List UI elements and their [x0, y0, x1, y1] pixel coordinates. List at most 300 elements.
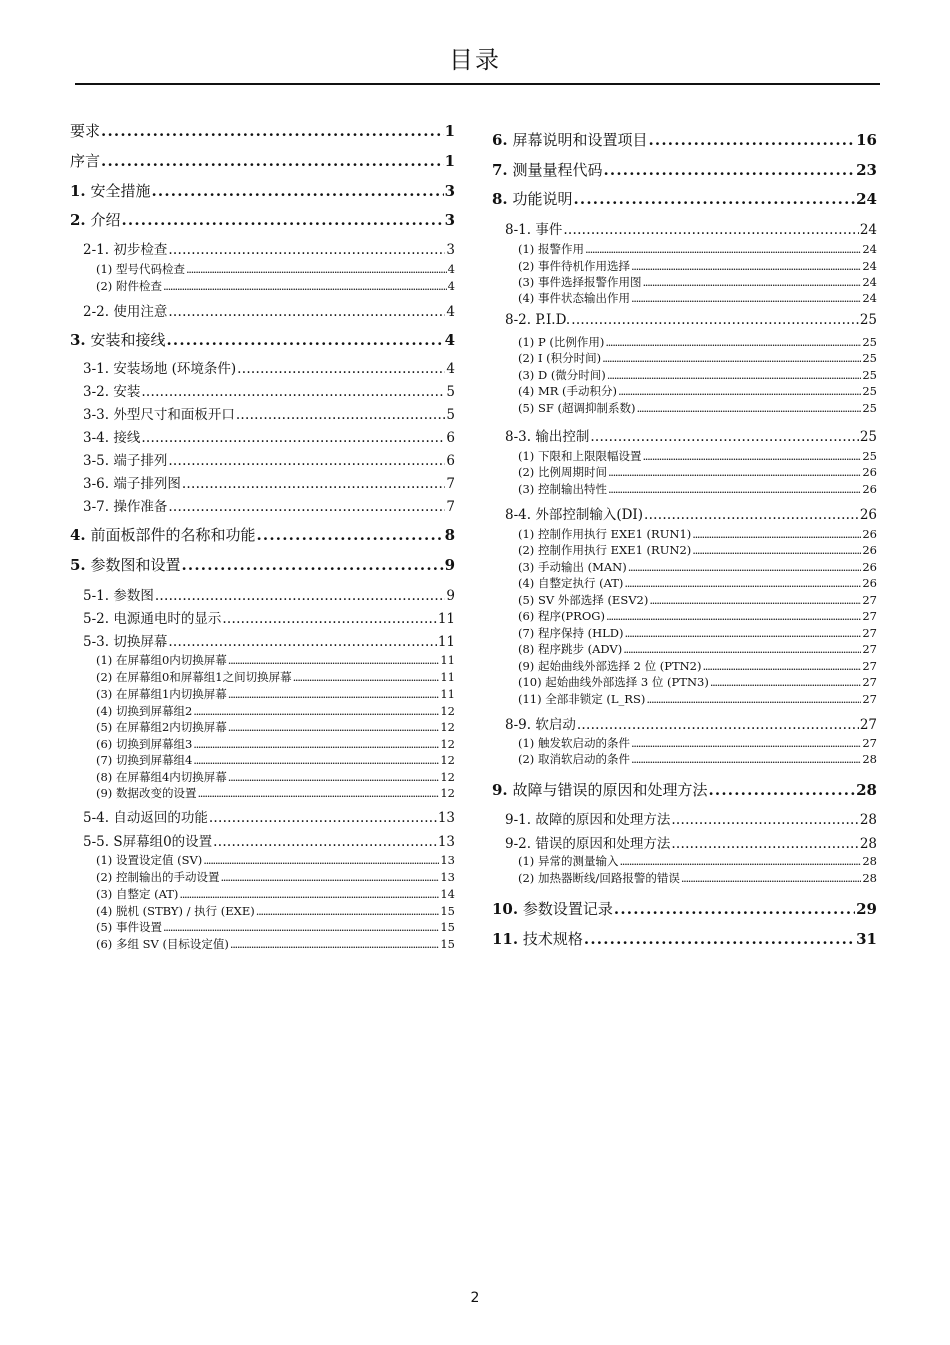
toc-entry-text: (8) 程序跳步 (ADV) [518, 642, 623, 656]
toc-entry-page: 25 [862, 384, 877, 398]
dot-leader [101, 122, 444, 140]
toc-entry[interactable] [518, 575, 877, 591]
toc-entry-text: (1) 型号代码检查 [96, 262, 185, 276]
toc-entry[interactable] [505, 218, 877, 238]
toc-entry-text: 5-5. S屏幕组0的设置 [83, 834, 213, 850]
toc-entry[interactable] [96, 669, 455, 685]
toc-entry[interactable] [83, 630, 455, 650]
dot-leader [584, 930, 855, 948]
dot-leader [101, 152, 444, 170]
toc-entry-page: 27 [862, 675, 877, 689]
toc-entry[interactable] [83, 495, 455, 515]
toc-entry-text: 8-3. 输出控制 [505, 429, 590, 445]
toc-entry[interactable] [505, 713, 877, 733]
toc-entry-text: 8-1. 事件 [505, 222, 563, 238]
toc-entry[interactable] [518, 383, 877, 399]
dot-leader [619, 854, 861, 868]
toc-entry-text: 8-9. 软启动 [505, 717, 576, 733]
dot-leader [603, 161, 855, 179]
toc-entry[interactable] [518, 625, 877, 641]
dot-leader [563, 222, 858, 238]
toc-entry[interactable] [518, 400, 877, 416]
dot-leader [624, 626, 861, 640]
dot-leader [631, 752, 861, 766]
toc-entry-page: 26 [859, 507, 877, 523]
toc-entry-page: 3 [444, 182, 455, 200]
dot-leader [163, 920, 439, 934]
toc-entry-page: 12 [440, 737, 455, 751]
toc-entry[interactable] [518, 241, 877, 257]
dot-leader [590, 429, 858, 445]
dot-leader [230, 937, 439, 951]
dot-leader [236, 407, 446, 423]
toc-entry-page: 28 [862, 854, 877, 868]
toc-entry[interactable] [96, 652, 455, 668]
page-title: 目录 [449, 46, 501, 74]
dot-leader [203, 853, 439, 867]
toc-entry-page: 24 [862, 291, 877, 305]
toc-entry[interactable] [83, 449, 455, 469]
toc-entry-number: 5. [70, 556, 86, 574]
toc-entry[interactable] [505, 312, 877, 328]
toc-entry[interactable] [83, 238, 455, 258]
toc-entry-text: 前面板部件的名称和功能 [85, 526, 256, 544]
toc-entry-title [83, 449, 167, 469]
toc-entry[interactable] [518, 559, 877, 575]
dot-leader [168, 634, 436, 650]
toc-entry-text: (1) 报警作用 [518, 242, 584, 256]
toc-entry[interactable] [70, 554, 455, 575]
toc-entry[interactable] [96, 769, 455, 785]
toc-entry[interactable] [518, 592, 877, 608]
toc-entry-text: 功能说明 [507, 190, 573, 208]
toc-entry-title [492, 779, 707, 800]
toc-entry-text: (2) 控制作用执行 EXE1 (RUN2) [518, 543, 692, 557]
dot-leader [671, 836, 858, 852]
toc-entry[interactable] [518, 290, 877, 306]
toc-entry-title [505, 312, 570, 328]
toc-entry[interactable] [96, 886, 455, 902]
toc-entry[interactable] [96, 852, 455, 868]
dot-leader [213, 834, 437, 850]
toc-entry[interactable] [492, 129, 877, 150]
toc-entry-text: 要求 [70, 122, 101, 140]
dot-leader [585, 242, 861, 256]
toc-entry[interactable] [492, 779, 877, 800]
toc-entry-title [83, 472, 181, 492]
toc-entry-page: 31 [856, 930, 877, 948]
toc-entry-text: (4) 自整定执行 (AT) [518, 576, 624, 590]
toc-entry[interactable] [518, 751, 877, 767]
dot-leader [642, 275, 861, 289]
toc-entry-text: (7) 程序保持 (HLD) [518, 626, 624, 640]
toc-entry[interactable] [492, 898, 877, 919]
toc-entry-title [492, 928, 583, 949]
toc-entry-page: 25 [862, 335, 877, 349]
toc-entry[interactable] [518, 542, 877, 558]
dot-leader [121, 211, 443, 229]
toc-entry[interactable] [505, 425, 877, 445]
toc-entry-title [70, 524, 255, 545]
dot-leader [182, 476, 446, 492]
dot-leader [193, 753, 439, 767]
toc-entry[interactable] [70, 120, 455, 141]
toc-entry[interactable] [96, 703, 455, 719]
toc-entry-text: 3-6. 端子排列图 [83, 476, 181, 492]
dot-leader [631, 259, 861, 273]
dot-leader [605, 335, 861, 349]
toc-entry-title [518, 592, 648, 608]
toc-entry-page: 24 [862, 275, 877, 289]
toc-entry-text: 屏幕说明和设置项目 [507, 131, 648, 149]
toc-entry-page: 28 [862, 871, 877, 885]
toc-entry-text: 9-1. 故障的原因和处理方法 [505, 812, 671, 828]
toc-entry[interactable] [83, 380, 455, 400]
toc-entry-title [83, 380, 140, 400]
toc-entry-title [96, 703, 192, 719]
toc-entry-page: 27 [862, 736, 877, 750]
dot-leader [692, 543, 861, 557]
toc-entry[interactable] [96, 936, 455, 952]
toc-entry-page: 11 [437, 634, 455, 650]
dot-leader [606, 609, 861, 623]
toc-entry-number: 7. [492, 161, 508, 179]
toc-entry-text: 参数图和设置 [85, 556, 181, 574]
toc-entry[interactable] [505, 832, 877, 852]
toc-entry-text: 序言 [70, 152, 101, 170]
toc-entry-title [70, 150, 100, 171]
toc-entry-text: (1) 设置设定值 (SV) [96, 853, 203, 867]
toc-entry-text: (3) 控制输出特性 [518, 482, 607, 496]
toc-entry[interactable] [96, 736, 455, 752]
toc-entry-text: (3) 在屏幕组1内切换屏幕 [96, 687, 227, 701]
toc-entry-page: 12 [440, 753, 455, 767]
toc-entry-number: 8. [492, 190, 508, 208]
toc-entry-page: 27 [862, 642, 877, 656]
toc-entry-title [96, 785, 196, 801]
toc-entry-text: (2) 附件检查 [96, 279, 162, 293]
toc-entry-page: 27 [862, 593, 877, 607]
toc-entry-text: 参数设置记录 [518, 900, 613, 918]
toc-entry-text: 测量量程代码 [507, 161, 603, 179]
toc-entry-text: 5-4. 自动返回的功能 [83, 810, 208, 826]
toc-entry[interactable] [518, 608, 877, 624]
toc-entry-page: 6 [446, 430, 455, 446]
toc-entry[interactable] [518, 853, 877, 869]
toc-entry[interactable] [505, 503, 877, 523]
toc-entry-title [518, 334, 604, 350]
toc-entry[interactable] [96, 261, 455, 277]
toc-entry-title [70, 180, 150, 201]
toc-entry-title [83, 495, 167, 515]
toc-entry-page: 24 [859, 222, 877, 238]
toc-entry-text: (4) MR (手动积分) [518, 384, 618, 398]
toc-entry-title [505, 425, 589, 445]
toc-entry-page: 8 [444, 526, 455, 544]
toc-entry-page: 9 [444, 556, 455, 574]
toc-entry-text: (11) 全部非锁定 (L_RS) [518, 692, 646, 706]
toc-entry-title [83, 426, 140, 446]
toc-entry-title [518, 350, 601, 366]
toc-entry-title [83, 806, 208, 826]
toc-entry[interactable] [70, 150, 455, 171]
dot-leader [209, 810, 437, 826]
toc-entry-page: 11 [440, 687, 455, 701]
toc-entry-title [96, 769, 227, 785]
toc-entry-text: 3-1. 安装场地 (环境条件) [83, 361, 237, 377]
toc-entry[interactable] [518, 464, 877, 480]
toc-entry[interactable] [96, 785, 455, 801]
dot-leader [692, 527, 861, 541]
toc-entry-page: 28 [862, 752, 877, 766]
toc-entry-title [83, 830, 212, 850]
toc-entry-text: (9) 数据改变的设置 [96, 786, 197, 800]
toc-entry[interactable] [96, 919, 455, 935]
toc-entry-title [96, 919, 162, 935]
toc-entry-page: 29 [856, 900, 877, 918]
toc-entry-page: 26 [862, 482, 877, 496]
toc-entry-page: 26 [862, 465, 877, 479]
toc-entry-title [70, 209, 120, 230]
toc-entry[interactable] [83, 584, 455, 604]
toc-entry-text: (2) I (积分时间) [518, 351, 602, 365]
toc-entry-page: 13 [437, 834, 455, 850]
dot-leader [168, 499, 445, 515]
dot-leader [256, 526, 443, 544]
toc-entry-page: 12 [440, 704, 455, 718]
toc-entry-text: 8-4. 外部控制输入(DI) [505, 507, 644, 523]
toc-entry-text: 9-2. 错误的原因和处理方法 [505, 836, 671, 852]
toc-entry[interactable] [96, 869, 455, 885]
dot-leader [577, 717, 859, 733]
toc-entry-page: 25 [862, 401, 877, 415]
toc-entry[interactable] [505, 808, 877, 828]
toc-entry-text: (1) 控制作用执行 EXE1 (RUN1) [518, 527, 692, 541]
toc-entry-title [518, 448, 641, 464]
toc-entry-page: 12 [440, 786, 455, 800]
toc-entry-page: 28 [859, 812, 877, 828]
toc-entry[interactable] [70, 180, 455, 201]
toc-entry-text: (3) 事件选择报警作用图 [518, 275, 642, 289]
toc-entry[interactable] [492, 159, 877, 180]
toc-entry[interactable] [518, 334, 877, 350]
toc-entry-title [518, 658, 702, 674]
toc-entry-text: (6) 程序(PROG) [518, 609, 605, 623]
toc-entry-text: (6) 切换到屏幕组3 [96, 737, 193, 751]
toc-entry-title [83, 607, 221, 627]
dot-leader [602, 351, 861, 365]
toc-entry-page: 24 [856, 190, 877, 208]
toc-entry-text: 2-2. 使用注意 [83, 304, 168, 320]
toc-entry-page: 11 [437, 611, 455, 627]
toc-entry-title [83, 630, 167, 650]
toc-entry[interactable] [518, 367, 877, 383]
toc-entry-text: (8) 在屏幕组4内切换屏幕 [96, 770, 227, 784]
toc-entry-title [96, 852, 202, 868]
dot-leader [649, 593, 861, 607]
toc-entry-page: 11 [440, 653, 455, 667]
toc-entry-page: 13 [440, 853, 455, 867]
dot-leader [681, 871, 862, 885]
toc-entry-text: (9) 起始曲线外部选择 2 位 (PTN2) [518, 659, 702, 673]
toc-entry[interactable] [518, 526, 877, 542]
toc-entry-title [96, 752, 192, 768]
toc-entry-text: 5-1. 参数图 [83, 588, 154, 604]
toc-entry-page: 4 [447, 262, 455, 276]
toc-entry-title [518, 481, 607, 497]
toc-entry-page: 25 [862, 368, 877, 382]
toc-entry[interactable] [96, 752, 455, 768]
toc-entry-page: 28 [859, 836, 877, 852]
toc-entry-text: 3-4. 接线 [83, 430, 141, 446]
toc-entry-title [518, 290, 630, 306]
toc-entry-text: 故障与错误的原因和处理方法 [507, 781, 708, 799]
toc-entry-title [96, 261, 185, 277]
toc-entry-page: 26 [862, 560, 877, 574]
dot-leader [228, 653, 440, 667]
dot-leader [197, 786, 439, 800]
toc-entry-title [96, 686, 227, 702]
toc-entry[interactable] [96, 903, 455, 919]
toc-entry[interactable] [518, 641, 877, 657]
toc-entry[interactable] [83, 472, 455, 492]
toc-entry-title [505, 832, 670, 852]
toc-entry-page: 13 [437, 810, 455, 826]
toc-entry[interactable] [83, 830, 455, 850]
toc-entry-title [96, 886, 178, 902]
toc-entry-page: 11 [440, 670, 455, 684]
toc-entry[interactable] [518, 481, 877, 497]
toc-entry-page: 23 [856, 161, 877, 179]
toc-entry[interactable] [96, 278, 455, 294]
toc-entry-text: 3-3. 外型尺寸和面板开口 [83, 407, 235, 423]
dot-leader [623, 642, 861, 656]
dot-leader [608, 465, 861, 479]
toc-entry-page: 4 [447, 279, 455, 293]
dot-leader [624, 576, 861, 590]
toc-entry-title [83, 238, 167, 258]
toc-entry-page: 25 [859, 429, 877, 445]
toc-entry-page: 12 [440, 720, 455, 734]
toc-entry-text: (2) 在屏幕组0和屏幕组1之间切换屏幕 [96, 670, 292, 684]
dot-leader [151, 182, 443, 200]
toc-entry-title [83, 584, 154, 604]
toc-entry-page: 1 [444, 122, 455, 140]
toc-entry-page: 27 [862, 626, 877, 640]
toc-entry-page: 28 [856, 781, 877, 799]
toc-entry-number: 9. [492, 781, 508, 799]
dot-leader [168, 242, 445, 258]
toc-entry-page: 14 [440, 887, 455, 901]
toc-entry-text: (1) 触发软启动的条件 [518, 736, 630, 750]
toc-entry-title [96, 936, 229, 952]
toc-entry-title [518, 641, 622, 657]
toc-entry-text: (2) 取消软启动的条件 [518, 752, 630, 766]
toc-entry-page: 7 [446, 499, 455, 515]
toc-entry-text: 2-1. 初步检查 [83, 242, 168, 258]
toc-entry[interactable] [518, 274, 877, 290]
toc-entry[interactable] [70, 524, 455, 545]
toc-entry-title [83, 403, 235, 423]
toc-entry[interactable] [70, 329, 455, 350]
toc-entry-title [518, 608, 605, 624]
toc-entry-title [492, 898, 613, 919]
toc-entry[interactable] [83, 607, 455, 627]
toc-entry[interactable] [83, 403, 455, 423]
toc-entry[interactable] [518, 674, 877, 690]
dot-leader [181, 556, 443, 574]
toc-entry[interactable] [83, 426, 455, 446]
toc-entry[interactable] [83, 357, 455, 377]
dot-leader [168, 304, 445, 320]
toc-entry-text: 安全措施 [85, 182, 151, 200]
dot-leader [614, 900, 855, 918]
toc-entry[interactable] [70, 209, 455, 230]
toc-entry-text: 安装和接线 [85, 331, 166, 349]
toc-entry-title [83, 300, 167, 320]
toc-entry[interactable] [492, 188, 877, 209]
toc-entry[interactable] [83, 300, 455, 320]
toc-entry-text: (5) 事件设置 [96, 920, 162, 934]
toc-entry-title [70, 120, 100, 141]
toc-entry-title [505, 503, 643, 523]
dot-leader [631, 291, 861, 305]
toc-entry[interactable] [518, 691, 877, 707]
toc-entry-title [505, 808, 670, 828]
toc-entry-number: 1. [70, 182, 86, 200]
dot-leader [631, 736, 861, 750]
toc-entry-text: (3) 手动输出 (MAN) [518, 560, 627, 574]
toc-entry[interactable] [518, 448, 877, 464]
toc-entry[interactable] [518, 658, 877, 674]
toc-entry[interactable] [492, 928, 877, 949]
dot-leader [293, 670, 440, 684]
toc-entry-text: 5-3. 切换屏幕 [83, 634, 168, 650]
toc-entry-text: 介绍 [85, 211, 121, 229]
toc-entry-title [518, 258, 630, 274]
toc-entry[interactable] [518, 258, 877, 274]
toc-entry-title [518, 870, 680, 886]
toc-entry-title [96, 903, 255, 919]
toc-entry-title [96, 652, 227, 668]
toc-entry-page: 25 [859, 312, 877, 328]
toc-entry-title [518, 383, 617, 399]
toc-entry[interactable] [518, 870, 877, 886]
toc-entry-text: 3-7. 操作准备 [83, 499, 168, 515]
toc-entry[interactable] [518, 735, 877, 751]
dot-leader [646, 692, 861, 706]
toc-entry-page: 6 [446, 453, 455, 469]
toc-entry-title [518, 274, 641, 290]
toc-entry-title [518, 751, 630, 767]
dot-leader [628, 560, 862, 574]
toc-entry[interactable] [96, 719, 455, 735]
toc-entry[interactable] [83, 806, 455, 826]
toc-entry-title [518, 367, 606, 383]
toc-entry-title [505, 713, 576, 733]
toc-entry-text: (1) 异常的测量输入 [518, 854, 619, 868]
toc-entry[interactable] [96, 686, 455, 702]
dot-leader [141, 384, 445, 400]
toc-entry-title [492, 188, 572, 209]
toc-entry-number: 11. [492, 930, 519, 948]
toc-entry-page: 26 [862, 543, 877, 557]
toc-entry[interactable] [518, 350, 877, 366]
toc-entry-title [96, 719, 227, 735]
toc-entry-page: 1 [444, 152, 455, 170]
toc-entry-page: 9 [446, 588, 455, 604]
toc-entry-title [96, 869, 219, 885]
